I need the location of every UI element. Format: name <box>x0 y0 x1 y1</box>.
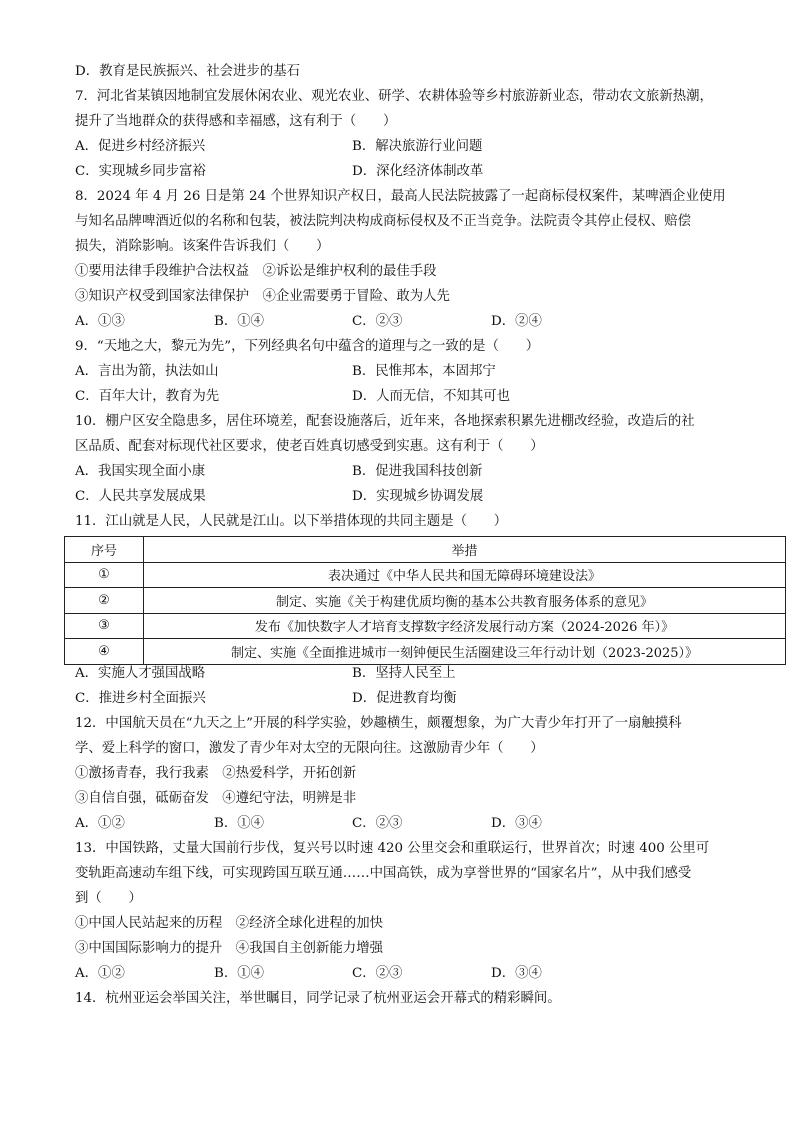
q12-option-b: B．①④ <box>214 816 265 831</box>
q9-option-c: C．百年大计，教育为先 <box>75 389 220 404</box>
q10-stem-line2: 区品质、配套对标现代社区要求，使老百姓真切感受到实惠。这有利于（ ） <box>75 439 544 454</box>
q8-stem-line1: 8．2024 年 4 月 26 日是第 24 个世界知识产权日，最高人民法院披露了一起商标侵权案件，某啤酒企业使用 <box>75 189 726 204</box>
q8-stem-line2: 与知名品牌啤酒近似的名称和包装，被法院判决构成商标侵权及不正当竞争。法院责令其停止侵权、赔偿 <box>75 214 691 229</box>
q13-stem-line3: 到（ ） <box>75 891 142 906</box>
table-cell-measure: 制定、实施《关于构建优质均衡的基本公共教育服务体系的意见》 <box>144 588 786 614</box>
q13-stem-line1: 13．中国铁路，丈量大国前行步伐，复兴号以时速 420 公里交会和重联运行，世界首次；时速 400 公里可 <box>75 841 710 856</box>
q11-option-a: A．实施人才强国战略 <box>75 666 206 681</box>
q10-option-c: C．人民共享发展成果 <box>75 489 206 504</box>
q12-option-a: A．①② <box>75 816 125 831</box>
q11-option-d: D．促进教育均衡 <box>352 691 457 706</box>
q8-option-a: A．①③ <box>75 314 125 329</box>
q7-option-b: B．解决旅游行业问题 <box>352 139 483 154</box>
q9-option-d: D．人而无信，不知其可也 <box>352 389 511 404</box>
table-row <box>65 562 786 588</box>
q9-option-a: A．言出为箭，执法如山 <box>75 364 219 379</box>
q7-stem-line2: 提升了当地群众的获得感和幸福感，这有利于（ ） <box>75 114 397 129</box>
table-cell-measure: 制定、实施《全面推进城市一刻钟便民生活圈建设三年行动计划（2023-2025）》 <box>144 639 786 665</box>
table-row <box>65 639 786 665</box>
q8-option-b: B．①④ <box>214 314 265 329</box>
q11-option-b: B．坚持人民至上 <box>352 666 456 681</box>
q12-option-c: C．②③ <box>352 816 403 831</box>
table-cell-measure: 发布《加快数字人才培育支撑数字经济发展行动方案（2024-2026 年）》 <box>144 613 786 639</box>
q13-stem-line2: 变轨距高速动车组下线，可实现跨国互联互通……中国高铁，成为享誉世界的“国家名片”，从中我们感受 <box>75 866 692 881</box>
q7-stem-line1: 7．河北省某镇因地制宜发展休闲农业、观光农业、研学、农耕体验等乡村旅游新业态，带动农文旅新热潮， <box>75 89 713 104</box>
table-cell-number: ④ <box>65 639 144 665</box>
table-header-measure: 举措 <box>144 537 786 563</box>
table-cell-number: ② <box>65 588 144 614</box>
q10-option-d: D．实现城乡协调发展 <box>352 489 484 504</box>
q11-stem: 11．江山就是人民，人民就是江山。以下举措体现的共同主题是（ ） <box>75 514 508 529</box>
q13-option-a: A．①② <box>75 966 125 981</box>
q10-option-a: A．我国实现全面小康 <box>75 464 206 479</box>
q7-option-c: C．实现城乡同步富裕 <box>75 164 206 179</box>
q8-statements-2: ③知识产权受到国家法律保护 ④企业需要勇于冒险、敢为人先 <box>75 289 450 304</box>
q13-option-c: C．②③ <box>352 966 403 981</box>
q10-option-b: B．促进我国科技创新 <box>352 464 483 479</box>
q13-statements-2: ③中国国际影响力的提升 ④我国自主创新能力增强 <box>75 941 383 956</box>
table-header-number: 序号 <box>65 537 144 563</box>
q11-option-c: C．推进乡村全面振兴 <box>75 691 206 706</box>
q8-stem-line3: 损失，消除影响。该案件告诉我们（ ） <box>75 239 330 254</box>
q7-option-d: D．深化经济体制改革 <box>352 164 484 179</box>
q13-statements-1: ①中国人民站起来的历程 ②经济全球化进程的加快 <box>75 916 383 931</box>
table-cell-number: ① <box>65 562 144 588</box>
q13-option-d: D．③④ <box>491 966 542 981</box>
q12-stem-line2: 学、爱上科学的窗口，激发了青少年对太空的无限向往。这激励青少年（ ） <box>75 741 544 756</box>
table-row <box>65 588 786 614</box>
q8-statements-1: ①要用法律手段维护合法权益 ②诉讼是维护权利的最佳手段 <box>75 264 437 279</box>
q12-statements-1: ①激扬青春，我行我素 ②热爱科学，开拓创新 <box>75 766 357 781</box>
q12-stem-line1: 12．中国航天员在“九天之上”开展的科学实验，妙趣横生，颇覆想象，为广大青少年打开了一扇触摸科 <box>75 716 682 731</box>
q12-option-d: D．③④ <box>491 816 542 831</box>
table-cell-number: ③ <box>65 613 144 639</box>
table-cell-measure: 表决通过《中华人民共和国无障碍环境建设法》 <box>144 562 786 588</box>
measures-table <box>64 536 786 665</box>
q9-stem: 9．“天地之大，黎元为先”，下列经典名句中蕴含的道理与之一致的是（ ） <box>75 339 540 354</box>
table-header-row <box>65 537 786 563</box>
table-row <box>65 613 786 639</box>
q13-option-b: B．①④ <box>214 966 265 981</box>
q7-option-a: A．促进乡村经济振兴 <box>75 139 206 154</box>
q8-option-d: D．②④ <box>491 314 542 329</box>
q12-statements-2: ③自信自强，砥砺奋发 ④遵纪守法，明辨是非 <box>75 791 357 806</box>
q10-stem-line1: 10．棚户区安全隐患多，居住环境差，配套设施落后，近年来，各地探索积累先进棚改经验，改造后的社 <box>75 414 695 429</box>
q9-option-b: B．民惟邦本，本固邦宁 <box>352 364 496 379</box>
q6-option-d: D．教育是民族振兴、社会进步的基石 <box>75 64 300 79</box>
q14-stem: 14．杭州亚运会举国关注，举世瞩目，同学记录了杭州亚运会开幕式的精彩瞬间。 <box>75 991 561 1006</box>
q8-option-c: C．②③ <box>352 314 403 329</box>
